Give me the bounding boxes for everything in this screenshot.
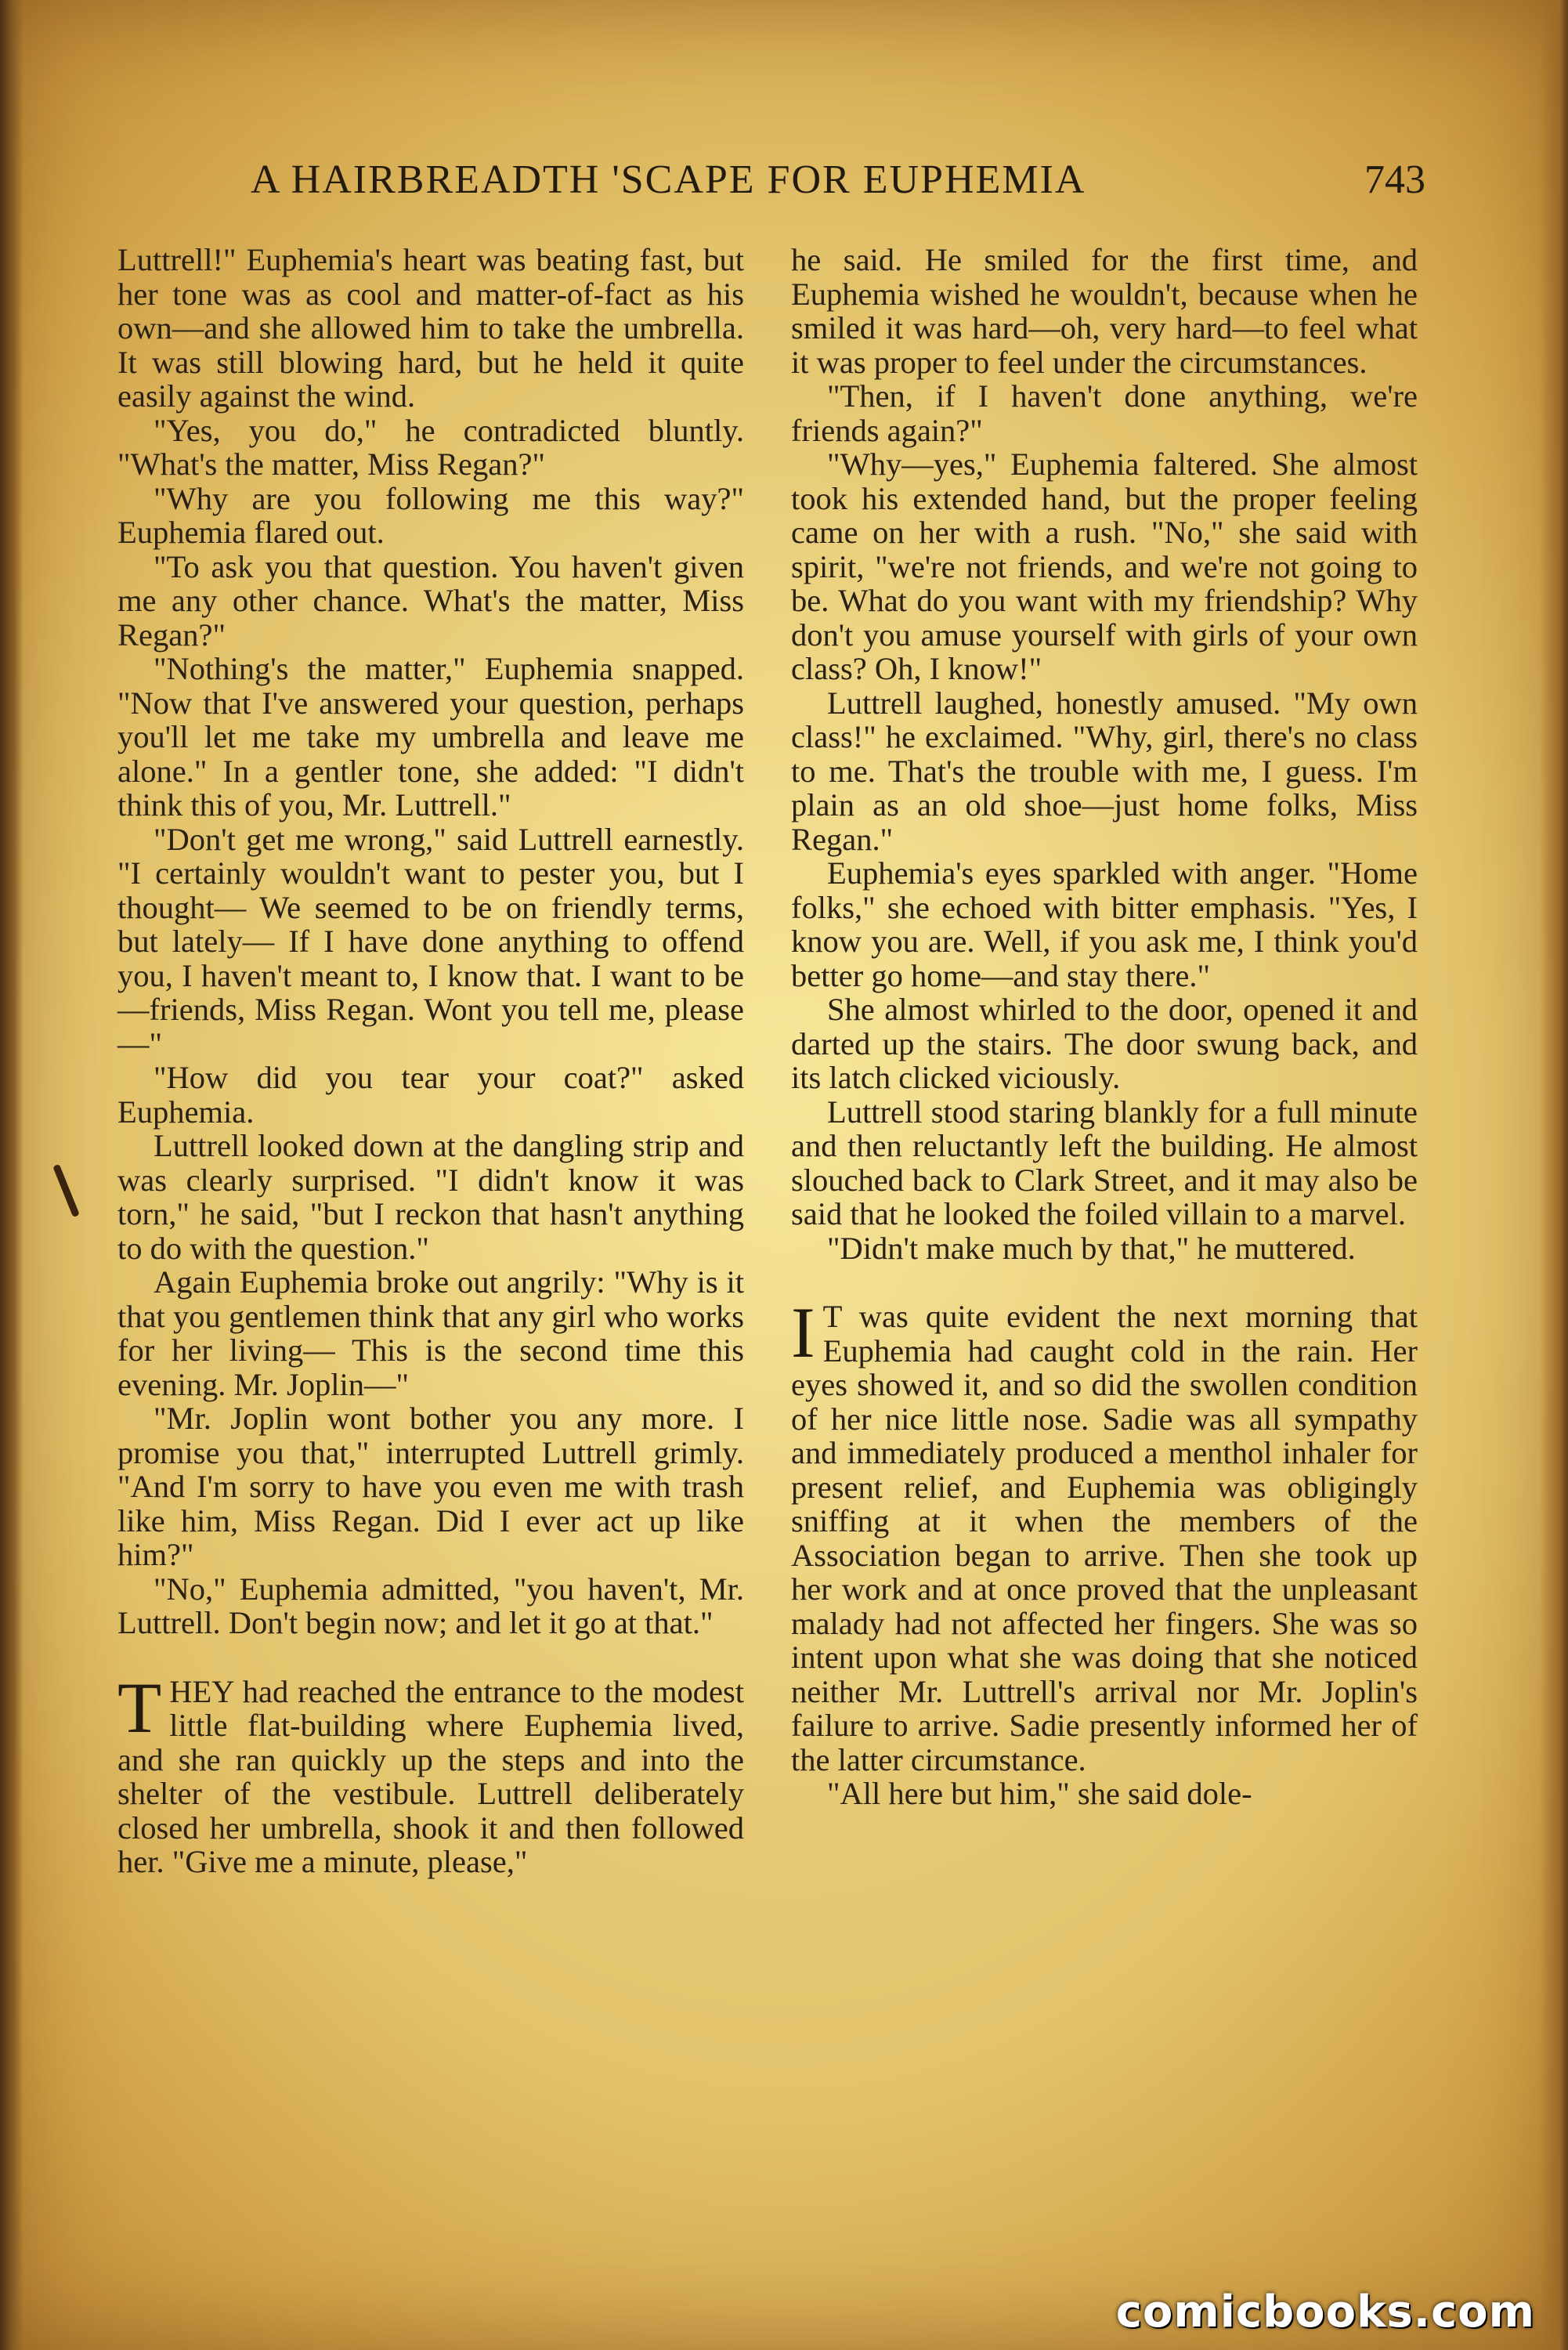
left-column (117, 243, 744, 2217)
paragraph: Luttrell laughed, honestly amused. "My own class!" he exclaimed. "Why, girl, there's no class to me. That's the trouble with me, I guess. I'm plain as an old shoe—just home folks, Miss Regan." (791, 685, 1418, 857)
story-title: A HAIRBREADTH 'SCAPE FOR EUPHEMIA (251, 157, 1086, 202)
paragraph: "Yes, you do," he contradicted bluntly. "What's the matter, Miss Regan?" (117, 412, 744, 482)
paragraph: Again Euphemia broke out angrily: "Why is it that you gentlemen think that any girl who works for her living— This is the second time this evening. Mr. Joplin—" (117, 1264, 744, 1402)
paragraph: Luttrell!" Euphemia's heart was beating fast, but her tone was as cool and matter-of-fact as his own—and she allowed him to take the umbrella. It was still blowing hard, but he held it quite easily against the wind. (117, 242, 744, 414)
running-header (251, 157, 1425, 212)
drop-cap: I (791, 1292, 815, 1372)
paragraph: "All here but him," she said dole- (827, 1776, 1252, 1811)
watermark: comicbooks.com (1115, 2287, 1535, 2337)
paragraph: "Didn't make much by that," he muttered. (827, 1230, 1356, 1266)
paragraph: She almost whirled to the door, opened it and darted up the stairs. The door swung back, and its latch clicked viciously. (791, 992, 1418, 1095)
paragraph: Luttrell stood staring blankly for a full minute and then reluctantly left the building. He almost slouched back to Clark Street, and it may also be said that he looked the foiled villain to a marvel. (791, 1094, 1418, 1231)
paragraph: "Don't get me wrong," said Luttrell earnestly. "I certainly wouldn't want to pester you, but I thought— We seemed to be on friendly terms, but lately— If I have done anything to offend you, I haven't meant to, I know that. I want to be—friends, Miss Regan. Wont you tell me, please—" (117, 821, 744, 1061)
paragraph: Luttrell looked down at the dangling strip and was clearly surprised. "I didn't know it was torn," he said, "but I reckon that hasn't anything to do with the question." (117, 1128, 744, 1266)
drop-cap: T (117, 1667, 162, 1748)
paragraph: he said. He smiled for the first time, and Euphemia wished he wouldn't, because when he smiled it was hard—oh, very hard—to feel what it was proper to feel under the circumstances. (791, 242, 1418, 380)
binding-spine (0, 0, 23, 2350)
page-number: 743 (1364, 157, 1425, 202)
paragraph: "Nothing's the matter," Euphemia snapped. "Now that I've answered your question, perhaps you'll let me take my umbrella and leave me alone." In a gentler tone, she added: "I didn't think this of you, Mr. Luttrell." (117, 651, 744, 822)
section-text: T was quite evident the next morning that Euphemia had caught cold in the rain. Her eyes showed it, and so did the swollen condition of her nice little nose. Sadie was all sympathy and immediately produced a menthol inhaler for present relief, and Euphemia was obligingly sniffing at it when the members of the Association began to arrive. Then she took up her work and at once proved that the unpleasant malady had not affected her fingers. She was so intent upon what she was doing that she noticed neither Mr. Luttrell's arrival nor Mr. Joplin's failure to arrive. Sadie presently informed her of the latter circumstance. (791, 1299, 1418, 1777)
ink-mark (52, 1164, 80, 1217)
section-paragraph (791, 1292, 1418, 1777)
paragraph: Euphemia's eyes sparkled with anger. "Home folks," she echoed with bitter emphasis. "Yes, I know you are. Well, if you ask me, I think you'd better go home—and stay there." (791, 855, 1418, 993)
paragraph: "Then, if I haven't done anything, we're friends again?" (791, 378, 1418, 448)
paragraph: "To ask you that question. You haven't given me any other chance. What's the matter, Miss Regan?" (117, 548, 744, 653)
paragraph: "Why are you following me this way?" Euphemia flared out. (117, 480, 744, 550)
section-paragraph (117, 1667, 744, 1879)
paragraph: "How did you tear your coat?" asked Euphemia. (117, 1060, 744, 1130)
paragraph: "Mr. Joplin wont bother you any more. I promise you that," interrupted Luttrell grimly. "And I'm sorry to have you even me with trash like him, Miss Regan. Did I ever act up like him?" (117, 1401, 744, 1572)
paragraph: "Why—yes," Euphemia faltered. She almost took his extended hand, but the proper feeling came on her with a rush. "No," she said with spirit, "we're not friends, and we're not going to be. What do you want with my friendship? Why don't you amuse yourself with girls of your own class? Oh, I know!" (791, 446, 1418, 686)
paragraph: "No," Euphemia admitted, "you haven't, Mr. Luttrell. Don't begin now; and let it go at that." (117, 1571, 744, 1640)
section-text: HEY had reached the entrance to the modest little flat-building where Euphemia lived, and she ran quickly up the steps and into the shelter of the vestibule. Luttrell deliberately closed her umbrella, shook it and then followed her. "Give me a minute, please," (117, 1673, 744, 1879)
right-column (791, 243, 1418, 2217)
page-edge (1540, 0, 1568, 2350)
